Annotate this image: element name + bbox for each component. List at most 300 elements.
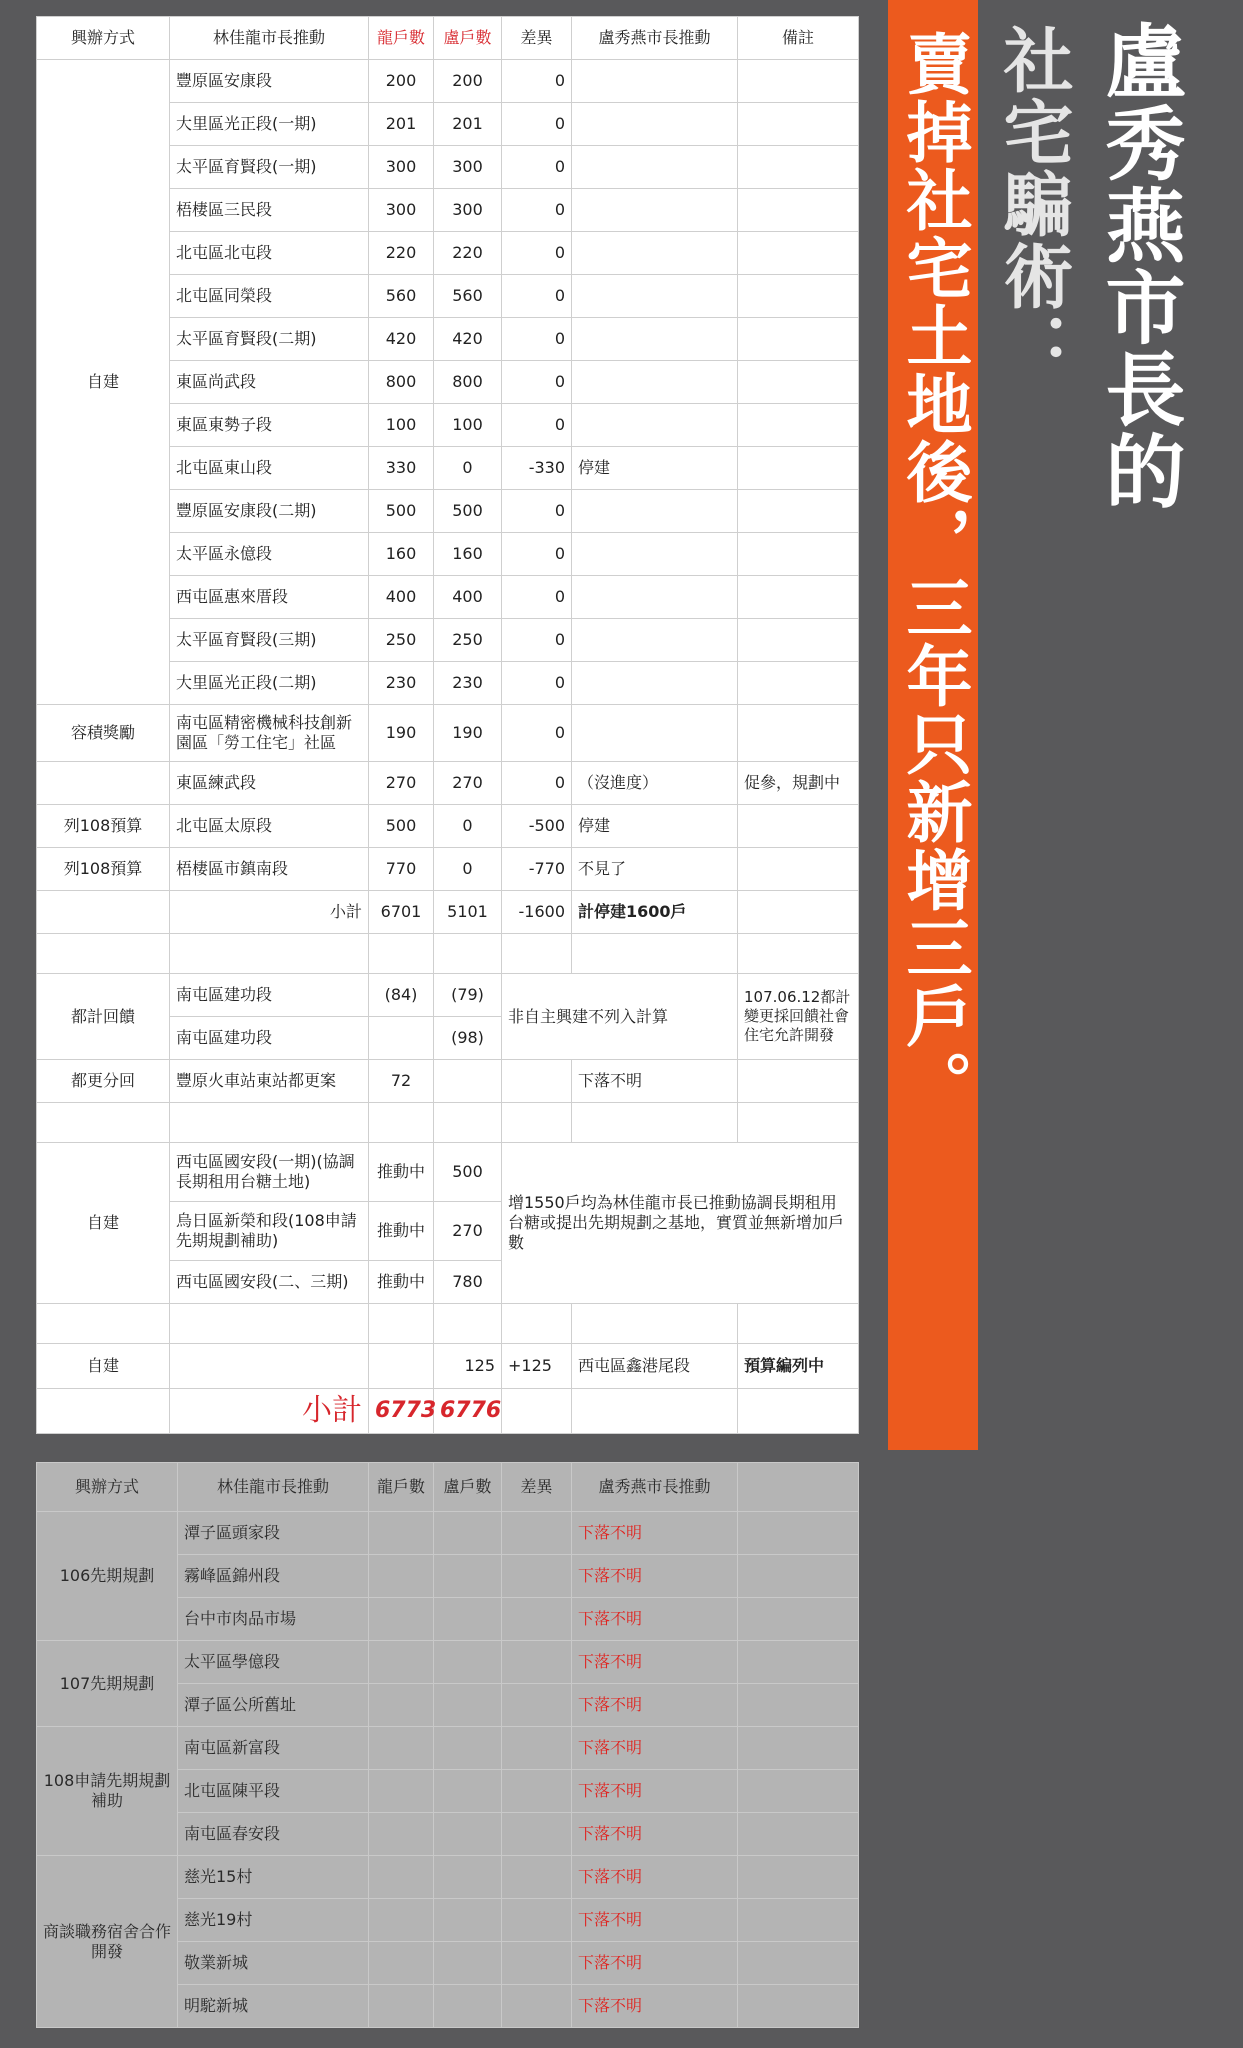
table-row (37, 805, 859, 848)
lu-action: 計停建1600戶 (572, 891, 738, 934)
note (738, 848, 859, 891)
lin-units: 推動中 (369, 1261, 434, 1304)
diff: 0 (502, 146, 572, 189)
lu-status: 下落不明 (572, 1985, 738, 2028)
diff (502, 1598, 572, 1641)
project-name: 慈光15村 (178, 1856, 369, 1899)
lin-units: 800 (369, 361, 434, 404)
lin-units: 400 (369, 576, 434, 619)
lin-units: 500 (369, 490, 434, 533)
diff: 0 (502, 275, 572, 318)
lin-units (369, 1641, 434, 1684)
header-diff: 差異 (502, 1463, 572, 1512)
lu-units: 125 (434, 1344, 502, 1389)
project-name: 太平區育賢段(二期) (170, 318, 369, 361)
lu-units (434, 1856, 502, 1899)
diff: 0 (502, 762, 572, 805)
lu-units (434, 1512, 502, 1555)
lu-units: 300 (434, 146, 502, 189)
lin-units: 100 (369, 404, 434, 447)
lu-status: 下落不明 (572, 1641, 738, 1684)
method-rongji: 容積獎勵 (37, 705, 170, 762)
lu-units (434, 1899, 502, 1942)
method-zijian: 自建 (37, 60, 170, 705)
lu-action: 西屯區鑫港尾段 (572, 1344, 738, 1389)
table-row (37, 1641, 859, 1684)
lin-units (369, 1555, 434, 1598)
lu-units: (98) (434, 1017, 502, 1060)
diff (502, 1555, 572, 1598)
project-name: 梧棲區市鎮南段 (170, 848, 369, 891)
lu-units-total: 6776 (434, 1389, 502, 1434)
lu-units: 270 (434, 762, 502, 805)
lin-units: 230 (369, 662, 434, 705)
diff (502, 1060, 572, 1103)
header-lin-units: 龍戶數 (369, 1463, 434, 1512)
diff: 0 (502, 361, 572, 404)
diff: 0 (502, 404, 572, 447)
project-name: 北屯區太原段 (170, 805, 369, 848)
lu-units (434, 1813, 502, 1856)
table-row (37, 1344, 859, 1389)
lin-units: 6701 (369, 891, 434, 934)
lin-units (369, 1727, 434, 1770)
lu-status: 下落不明 (572, 1598, 738, 1641)
project-name: 霧峰區錦州段 (178, 1555, 369, 1598)
method-duji: 都計回饋 (37, 974, 170, 1060)
empty-cell (434, 1103, 502, 1143)
blank (738, 1684, 859, 1727)
project-name: 太平區永億段 (170, 533, 369, 576)
project-name: 東區練武段 (170, 762, 369, 805)
diff (502, 1985, 572, 2028)
header-lu-project: 盧秀燕市長推動 (572, 1463, 738, 1512)
note (738, 318, 859, 361)
diff: 0 (502, 619, 572, 662)
lin-units: 250 (369, 619, 434, 662)
header-lin-units: 龍戶數 (369, 17, 434, 60)
blank (738, 1727, 859, 1770)
empty-cell (369, 934, 434, 974)
project-name: 豐原火車站東站都更案 (170, 1060, 369, 1103)
diff: -1600 (502, 891, 572, 934)
project-name: 北屯區同榮段 (170, 275, 369, 318)
note (738, 189, 859, 232)
empty-cell (434, 1304, 502, 1344)
note (738, 146, 859, 189)
project-name: 南屯區建功段 (170, 974, 369, 1017)
blank (738, 1770, 859, 1813)
lin-units: 500 (369, 805, 434, 848)
lu-action (572, 705, 738, 762)
lin-units: 560 (369, 275, 434, 318)
header-method: 興辦方式 (37, 17, 170, 60)
lu-units (434, 1727, 502, 1770)
blank (738, 1598, 859, 1641)
blank (738, 1555, 859, 1598)
lu-action (572, 60, 738, 103)
lin-units (369, 1512, 434, 1555)
diff: 0 (502, 533, 572, 576)
header-note: 備註 (738, 17, 859, 60)
diff: -500 (502, 805, 572, 848)
lu-units (434, 1684, 502, 1727)
lu-units: 250 (434, 619, 502, 662)
subtotal-row (37, 891, 859, 934)
lu-action (572, 533, 738, 576)
empty-cell (572, 1304, 738, 1344)
empty-cell (369, 1103, 434, 1143)
project-name: 東區尚武段 (170, 361, 369, 404)
lu-units (434, 1985, 502, 2028)
lu-units: 780 (434, 1261, 502, 1304)
project-name: 東區東勢子段 (170, 404, 369, 447)
lin-units-total: 6773 (369, 1389, 434, 1434)
merged-remark: 非自主興建不列入計算 (502, 974, 738, 1060)
lu-units (434, 1060, 502, 1103)
method (37, 762, 170, 805)
lin-units (369, 1899, 434, 1942)
empty-cell (502, 934, 572, 974)
note (738, 490, 859, 533)
lu-units: 500 (434, 490, 502, 533)
lin-units: 201 (369, 103, 434, 146)
diff: -330 (502, 447, 572, 490)
empty-cell (434, 934, 502, 974)
lu-units: 230 (434, 662, 502, 705)
diff (502, 1684, 572, 1727)
project-name: 台中市肉品市場 (178, 1598, 369, 1641)
table-header-row (37, 17, 859, 60)
note (738, 576, 859, 619)
lin-units (369, 1942, 434, 1985)
spacer-row (37, 934, 859, 974)
project-name: 梧棲區三民段 (170, 189, 369, 232)
header-lin-project: 林佳龍市長推動 (170, 17, 369, 60)
lu-units (434, 1641, 502, 1684)
note (738, 60, 859, 103)
headline-gray: 社宅騙術： (992, 24, 1074, 384)
table-row (37, 1512, 859, 1555)
lu-units: 190 (434, 705, 502, 762)
diff (502, 1512, 572, 1555)
note: 107.06.12都計變更採回饋社會住宅允許開發 (738, 974, 859, 1060)
lin-units: 推動中 (369, 1143, 434, 1202)
project-name: 豐原區安康段(二期) (170, 490, 369, 533)
project-name: 大里區光正段(一期) (170, 103, 369, 146)
lu-status: 下落不明 (572, 1727, 738, 1770)
diff (502, 1942, 572, 1985)
lin-units (369, 1770, 434, 1813)
blank (738, 1942, 859, 1985)
blank (738, 1813, 859, 1856)
lu-units (434, 1598, 502, 1641)
lu-action (572, 361, 738, 404)
lin-units (369, 1598, 434, 1641)
lu-status: 下落不明 (572, 1684, 738, 1727)
lin-units: 770 (369, 848, 434, 891)
project-name: 大里區光正段(二期) (170, 662, 369, 705)
lu-action: （沒進度） (572, 762, 738, 805)
method-group: 106先期規劃 (37, 1512, 178, 1641)
lu-action: 不見了 (572, 848, 738, 891)
headline-orange: 賣掉社宅土地後，三年只新增三戶。 (895, 30, 972, 1118)
project-name: 潭子區頭家段 (178, 1512, 369, 1555)
table-row (37, 848, 859, 891)
header-lu-project: 盧秀燕市長推動 (572, 17, 738, 60)
method-dugeng: 都更分回 (37, 1060, 170, 1103)
empty-cell (502, 1304, 572, 1344)
header-blank (738, 1463, 859, 1512)
blank (738, 1512, 859, 1555)
lu-status: 下落不明 (572, 1899, 738, 1942)
diff: 0 (502, 189, 572, 232)
empty-cell (572, 1389, 738, 1434)
lin-units: 200 (369, 60, 434, 103)
housing-comparison-table (36, 16, 858, 1434)
subtotal-label: 小計 (170, 891, 369, 934)
table-row (37, 1060, 859, 1103)
note: 預算編列中 (738, 1344, 859, 1389)
lu-status: 下落不明 (572, 1512, 738, 1555)
empty-cell (572, 1103, 738, 1143)
header-diff: 差異 (502, 17, 572, 60)
lu-units: 500 (434, 1143, 502, 1202)
project-name: 太平區育賢段(一期) (170, 146, 369, 189)
project-name: 北屯區陳平段 (178, 1770, 369, 1813)
method-zijian: 自建 (37, 1344, 170, 1389)
table-row (37, 1856, 859, 1899)
empty-cell (738, 1389, 859, 1434)
note (738, 891, 859, 934)
project-name: 太平區學億段 (178, 1641, 369, 1684)
empty-cell (170, 934, 369, 974)
project-name: 西屯區國安段(一期)(協調長期租用台糖土地) (170, 1143, 369, 1202)
lu-status: 下落不明 (572, 1555, 738, 1598)
project-name: 南屯區新富段 (178, 1727, 369, 1770)
merged-remark: 增1550戶均為林佳龍市長已推動協調長期租用台糖或提出先期規劃之基地，實質並無新增加戶數 (502, 1143, 859, 1304)
spacer-row (37, 1304, 859, 1344)
note (738, 232, 859, 275)
note (738, 1060, 859, 1103)
diff: 0 (502, 318, 572, 361)
header-method: 興辦方式 (37, 1463, 178, 1512)
lu-status: 下落不明 (572, 1942, 738, 1985)
note (738, 533, 859, 576)
lu-status: 下落不明 (572, 1856, 738, 1899)
lu-action (572, 576, 738, 619)
empty-cell (37, 1304, 170, 1344)
lu-units (434, 1942, 502, 1985)
diff (502, 1727, 572, 1770)
project-name (170, 1344, 369, 1389)
lu-units: 400 (434, 576, 502, 619)
lu-units: 201 (434, 103, 502, 146)
empty-cell (502, 1389, 572, 1434)
empty-cell (170, 1304, 369, 1344)
lu-action (572, 103, 738, 146)
lin-units: 300 (369, 146, 434, 189)
empty-cell (37, 934, 170, 974)
subtotal-label: 小計 (170, 1389, 369, 1434)
lu-action: 停建 (572, 447, 738, 490)
lu-action (572, 232, 738, 275)
project-name: 明駝新城 (178, 1985, 369, 2028)
note (738, 805, 859, 848)
method-group: 107先期規劃 (37, 1641, 178, 1727)
lin-units: 330 (369, 447, 434, 490)
lu-status: 下落不明 (572, 1770, 738, 1813)
project-name: 北屯區東山段 (170, 447, 369, 490)
lu-units: (79) (434, 974, 502, 1017)
lin-units: 300 (369, 189, 434, 232)
method-budget: 列108預算 (37, 848, 170, 891)
note: 促參，規劃中 (738, 762, 859, 805)
lin-units (369, 1684, 434, 1727)
project-name: 敬業新城 (178, 1942, 369, 1985)
lin-units: 72 (369, 1060, 434, 1103)
lin-units (369, 1856, 434, 1899)
lu-action (572, 146, 738, 189)
method-group: 108申請先期規劃補助 (37, 1727, 178, 1856)
empty-cell (37, 1103, 170, 1143)
empty-cell (37, 891, 170, 934)
lu-action (572, 404, 738, 447)
lu-units: 220 (434, 232, 502, 275)
diff: 0 (502, 232, 572, 275)
empty-cell (170, 1103, 369, 1143)
diff (502, 1641, 572, 1684)
method-group: 商談職務宿舍合作開發 (37, 1856, 178, 2028)
lu-units: 200 (434, 60, 502, 103)
note (738, 275, 859, 318)
note (738, 619, 859, 662)
blank (738, 1985, 859, 2028)
lu-action (572, 189, 738, 232)
note (738, 361, 859, 404)
empty-cell (738, 934, 859, 974)
diff: 0 (502, 103, 572, 146)
empty-cell (738, 1304, 859, 1344)
header-lin-project: 林佳龍市長推動 (178, 1463, 369, 1512)
diff (502, 1899, 572, 1942)
lin-units (369, 1344, 434, 1389)
project-name: 潭子區公所舊址 (178, 1684, 369, 1727)
diff (502, 1813, 572, 1856)
lu-units: 0 (434, 805, 502, 848)
empty-cell (502, 1103, 572, 1143)
table-header-row (37, 1463, 859, 1512)
headline-white: 盧秀燕市長的 (1092, 20, 1185, 512)
project-name: 烏日區新榮和段(108申請先期規劃補助) (170, 1202, 369, 1261)
lu-units (434, 1555, 502, 1598)
table-row (37, 60, 859, 103)
empty-cell (738, 1103, 859, 1143)
table-row (37, 705, 859, 762)
note (738, 447, 859, 490)
note (738, 404, 859, 447)
lin-units: 270 (369, 762, 434, 805)
method-zijian: 自建 (37, 1143, 170, 1304)
blank (738, 1641, 859, 1684)
project-name: 南屯區精密機械科技創新園區「勞工住宅」社區 (170, 705, 369, 762)
diff: -770 (502, 848, 572, 891)
lu-units: 0 (434, 447, 502, 490)
lin-units: 190 (369, 705, 434, 762)
spacer-row (37, 1103, 859, 1143)
lu-status: 下落不明 (572, 1813, 738, 1856)
lu-action (572, 490, 738, 533)
note (738, 705, 859, 762)
diff: 0 (502, 60, 572, 103)
lu-action: 下落不明 (572, 1060, 738, 1103)
project-name: 北屯區北屯段 (170, 232, 369, 275)
header-lu-units: 盧戶數 (434, 17, 502, 60)
method-budget: 列108預算 (37, 805, 170, 848)
table-row (37, 762, 859, 805)
lu-units: 0 (434, 848, 502, 891)
project-name: 太平區育賢段(三期) (170, 619, 369, 662)
lin-units: 220 (369, 232, 434, 275)
project-name: 西屯區惠來厝段 (170, 576, 369, 619)
lu-units: 5101 (434, 891, 502, 934)
lu-action (572, 619, 738, 662)
missing-projects-table (36, 1462, 858, 2028)
empty-cell (37, 1389, 170, 1434)
lin-units: (84) (369, 974, 434, 1017)
lin-units (369, 1017, 434, 1060)
diff (502, 1770, 572, 1813)
blank (738, 1856, 859, 1899)
lu-action (572, 318, 738, 361)
lu-action: 停建 (572, 805, 738, 848)
project-name: 西屯區國安段(二、三期) (170, 1261, 369, 1304)
project-name: 豐原區安康段 (170, 60, 369, 103)
lu-units (434, 1770, 502, 1813)
lu-units: 560 (434, 275, 502, 318)
lu-units: 800 (434, 361, 502, 404)
lin-units: 420 (369, 318, 434, 361)
subtotal-row (37, 1389, 859, 1434)
lu-action (572, 662, 738, 705)
lu-units: 300 (434, 189, 502, 232)
diff: 0 (502, 705, 572, 762)
diff (502, 1856, 572, 1899)
table-row (37, 1727, 859, 1770)
lu-units: 270 (434, 1202, 502, 1261)
lin-units: 推動中 (369, 1202, 434, 1261)
lin-units: 160 (369, 533, 434, 576)
lu-units: 160 (434, 533, 502, 576)
empty-cell (572, 934, 738, 974)
diff: +125 (502, 1344, 572, 1389)
note (738, 103, 859, 146)
table-row (37, 974, 859, 1017)
lu-units: 420 (434, 318, 502, 361)
note (738, 662, 859, 705)
lin-units (369, 1985, 434, 2028)
empty-cell (369, 1304, 434, 1344)
project-name: 慈光19村 (178, 1899, 369, 1942)
lin-units (369, 1813, 434, 1856)
diff: 0 (502, 576, 572, 619)
diff: 0 (502, 662, 572, 705)
lu-units: 100 (434, 404, 502, 447)
project-name: 南屯區春安段 (178, 1813, 369, 1856)
table-row (37, 1143, 859, 1202)
project-name: 南屯區建功段 (170, 1017, 369, 1060)
blank (738, 1899, 859, 1942)
